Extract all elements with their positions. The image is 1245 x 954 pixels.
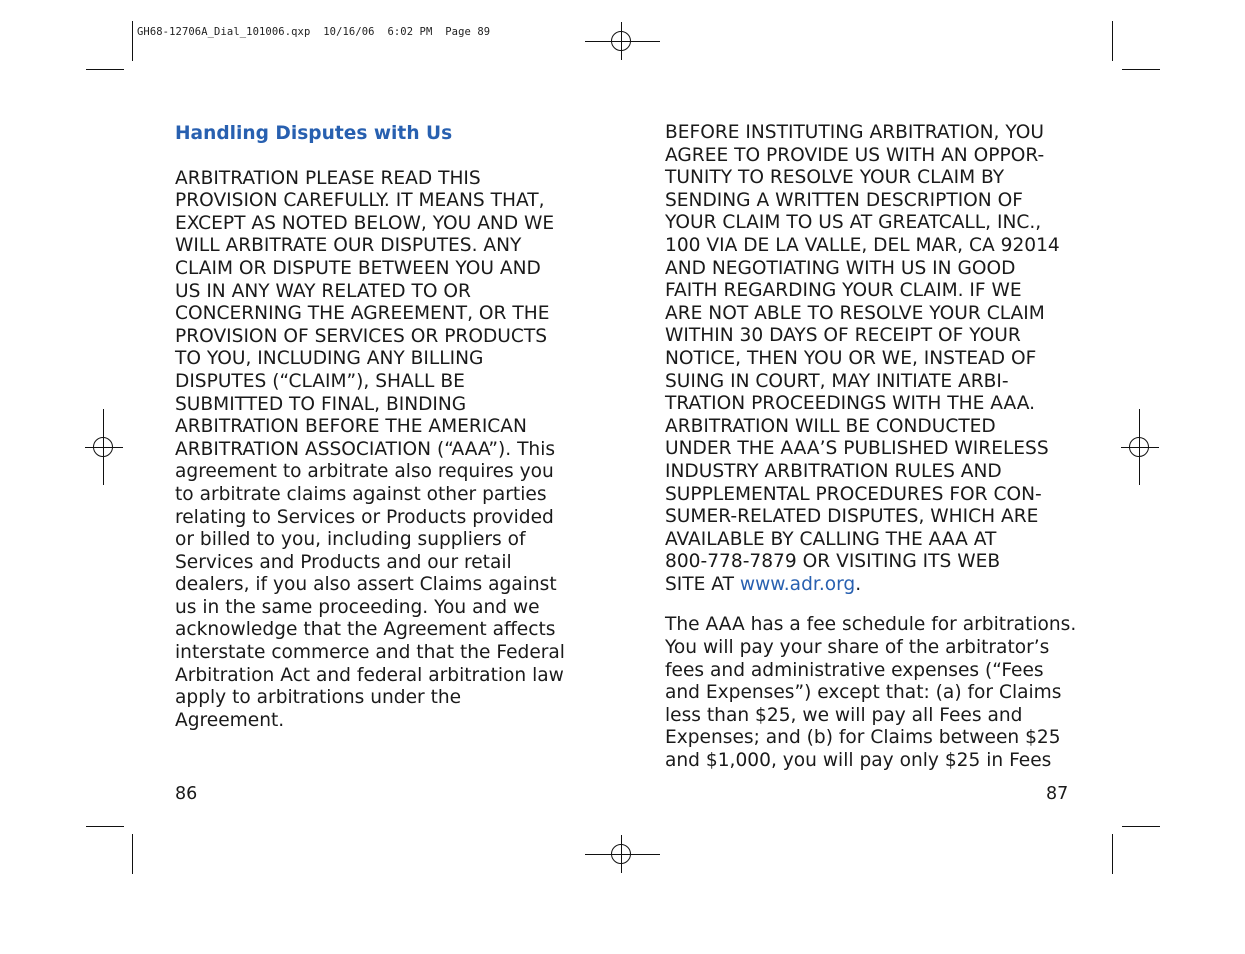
text-line: and $1,000, you will pay only $25 in Fees <box>665 750 1052 772</box>
section-heading: Handling Disputes with Us <box>175 123 453 144</box>
text-line: ARBITRATION PLEASE READ THIS <box>175 167 481 189</box>
text-line: TRATION PROCEEDINGS WITH THE AAA. <box>665 393 1036 415</box>
text-line: Services and Products and our retail <box>175 551 512 573</box>
website-prefix: SITE AT <box>665 573 740 595</box>
registration-mark-left <box>93 437 113 457</box>
text-line: TUNITY TO RESOLVE YOUR CLAIM BY <box>665 167 1005 189</box>
text-line: Arbitration Act and federal arbitration law <box>175 664 564 686</box>
right-page-text <box>665 122 1085 773</box>
text-line: SUBMITTED TO FINAL, BINDING <box>175 393 467 415</box>
text-line: ARBITRATION WILL BE CONDUCTED <box>665 415 996 437</box>
text-line: CLAIM OR DISPUTE BETWEEN YOU AND <box>175 257 541 279</box>
text-line: 800-778-7879 OR VISITING ITS WEB <box>665 551 1001 573</box>
notice-paragraph <box>665 122 1085 574</box>
text-line: WILL ARBITRATE OUR DISPUTES. ANY <box>175 235 522 257</box>
text-line: or billed to you, including suppliers of <box>175 529 526 551</box>
text-line: and Expenses”) except that: (a) for Claims <box>665 682 1062 704</box>
website-suffix: . <box>855 573 862 595</box>
arbitration-paragraph <box>175 168 595 733</box>
text-line: CONCERNING THE AGREEMENT, OR THE <box>175 303 550 325</box>
text-line: AVAILABLE BY CALLING THE AAA AT <box>665 528 997 550</box>
fees-paragraph <box>665 614 1085 772</box>
text-line: agreement to arbitrate also requires you <box>175 461 554 483</box>
page-number-left: 86 <box>175 784 198 804</box>
text-line: TO YOU, INCLUDING ANY BILLING <box>175 348 484 370</box>
text-line: US IN ANY WAY RELATED TO OR <box>175 280 471 302</box>
text-line: acknowledge that the Agreement affects <box>175 619 556 641</box>
text-line: interstate commerce and that the Federal <box>175 642 565 664</box>
print-slug: GH68-12706A_Dial_101006.qxp 10/16/06 6:02 PM Page 89 <box>137 26 491 38</box>
text-line: FAITH REGARDING YOUR CLAIM. IF WE <box>665 280 1022 302</box>
text-line: DISPUTES (“CLAIM”), SHALL BE <box>175 370 465 392</box>
text-line: ARBITRATION BEFORE THE AMERICAN <box>175 416 527 438</box>
page-number-right: 87 <box>1046 784 1069 804</box>
text-line: INDUSTRY ARBITRATION RULES AND <box>665 460 1002 482</box>
registration-mark-right <box>1129 437 1149 457</box>
text-line: dealers, if you also assert Claims against <box>175 574 557 596</box>
text-line: PROVISION CAREFULLY. IT MEANS THAT, <box>175 190 545 212</box>
text-line: AND NEGOTIATING WITH US IN GOOD <box>665 257 1016 279</box>
text-line: NOTICE, THEN YOU OR WE, INSTEAD OF <box>665 347 1037 369</box>
text-line: ARBITRATION ASSOCIATION (“AAA”). This <box>175 438 556 460</box>
text-line: SUING IN COURT, MAY INITIATE ARBI- <box>665 370 1009 392</box>
text-line: BEFORE INSTITUTING ARBITRATION, YOU <box>665 122 1044 143</box>
left-page-text <box>175 123 595 732</box>
registration-mark-top <box>611 31 631 51</box>
text-line: UNDER THE AAA’S PUBLISHED WIRELESS <box>665 438 1049 460</box>
text-line: less than $25, we will pay all Fees and <box>665 704 1023 726</box>
text-line: us in the same proceeding. You and we <box>175 596 540 618</box>
text-line: apply to arbitrations under the <box>175 687 462 709</box>
website-line <box>665 574 1085 597</box>
text-line: Expenses; and (b) for Claims between $25 <box>665 727 1061 749</box>
text-line: SUMER-RELATED DISPUTES, WHICH ARE <box>665 506 1039 528</box>
text-line: WITHIN 30 DAYS OF RECEIPT OF YOUR <box>665 325 1021 347</box>
text-line: You will pay your share of the arbitrator’s <box>665 637 1050 659</box>
text-line: PROVISION OF SERVICES OR PRODUCTS <box>175 325 548 347</box>
text-line: relating to Services or Products provided <box>175 506 554 528</box>
text-line: YOUR CLAIM TO US AT GREATCALL, INC., <box>665 212 1042 234</box>
text-line: SENDING A WRITTEN DESCRIPTION OF <box>665 189 1023 211</box>
text-line: to arbitrate claims against other parties <box>175 483 547 505</box>
registration-mark-bottom <box>611 844 631 864</box>
text-line: ARE NOT ABLE TO RESOLVE YOUR CLAIM <box>665 302 1045 324</box>
text-line: AGREE TO PROVIDE US WITH AN OPPOR- <box>665 144 1045 166</box>
text-line: EXCEPT AS NOTED BELOW, YOU AND WE <box>175 212 555 234</box>
text-line: Agreement. <box>175 709 285 731</box>
text-line: SUPPLEMENTAL PROCEDURES FOR CON- <box>665 483 1042 505</box>
text-line: The AAA has a fee schedule for arbitrations. <box>665 614 1077 636</box>
website-link[interactable]: www.adr.org <box>739 573 856 595</box>
text-line: 100 VIA DE LA VALLE, DEL MAR, CA 92014 <box>665 234 1060 256</box>
text-line: fees and administrative expenses (“Fees <box>665 659 1044 681</box>
